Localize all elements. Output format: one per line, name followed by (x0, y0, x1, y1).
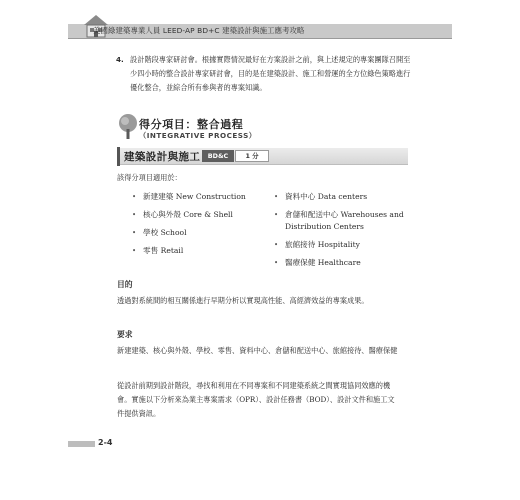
list-item (131, 245, 261, 257)
section-title: 得分項目：整合過程 (139, 118, 244, 131)
list-item-text: 旅館接待 Hospitality (285, 240, 360, 249)
section-subtitle: （INTEGRATIVE PROCESS） (139, 131, 257, 140)
tree-icon (117, 113, 139, 139)
subsection-title: 建築設計與施工 (124, 151, 201, 163)
bullet-icon: • (274, 211, 279, 219)
list-item-text: 核心與外殼 Core & Shell (143, 210, 233, 219)
bullet-icon: • (132, 211, 137, 219)
applies-list-left (131, 191, 261, 263)
list-item (273, 257, 413, 269)
purpose-label: 目的 (117, 280, 133, 289)
points-tag: 1 分 (235, 150, 269, 162)
list-item (131, 191, 261, 203)
bullet-icon: • (274, 259, 279, 267)
list-item-text: 新建建築 New Construction (143, 192, 246, 201)
applies-intro: 該得分項目適用於： (117, 173, 182, 182)
requirements-label: 要求 (117, 330, 133, 339)
rating-system-tag: BD&C (202, 150, 234, 162)
item-number: 4. (116, 55, 124, 64)
list-item (131, 227, 261, 239)
bullet-icon: • (274, 193, 279, 201)
subsection-accent (117, 147, 120, 166)
requirements-detail: 從設計前期到設計階段，尋找和利用在不同專案和不同建築系統之間實現協同效應的機會。實施以下分析來為業主專案需求（OPR）、設計任務書（BOD）、設計文件和施工文件提供資訊。 (117, 381, 395, 418)
footer-bar (68, 441, 95, 447)
list-item-text: 學校 School (143, 228, 187, 237)
list-item-text: 倉儲和配送中心 Warehouses and Distribution Centers (285, 210, 404, 231)
bullet-icon: • (274, 241, 279, 249)
list-item-text: 醫療保健 Healthcare (285, 258, 361, 267)
purpose-text: 透過對系統間的相互關係進行早期分析以實現高性能、高經濟效益的專案成果。 (117, 296, 369, 305)
list-item-text: 零售 Retail (143, 246, 184, 255)
running-header-title: 美國綠建築專業人員 LEED-AP BD+C 建築設計與施工應考攻略 (93, 26, 305, 35)
list-item (273, 209, 413, 233)
requirements-text: 新建建築、核心與外殼、學校、零售、資料中心、倉儲和配送中心、旅館接待、醫療保健 (117, 346, 398, 355)
item-text: 設計階段專家研討會。根據實際情況最好在方案設計之前，與上述規定的專案團隊召開至少四小時的整合設計專家研討會，目的是在建築設計、施工和營運的全方位綠色策略進行優化整合，並綜合所有參與者的專案知識。 (130, 55, 411, 92)
page-number: 2-4 (98, 438, 113, 447)
bullet-icon: • (132, 247, 137, 255)
bullet-icon: • (132, 193, 137, 201)
list-item (273, 191, 413, 203)
list-item-text: 資料中心 Data centers (285, 192, 368, 201)
bullet-icon: • (132, 229, 137, 237)
list-item (131, 209, 261, 221)
list-item (273, 239, 413, 251)
applies-list-right (273, 191, 413, 275)
